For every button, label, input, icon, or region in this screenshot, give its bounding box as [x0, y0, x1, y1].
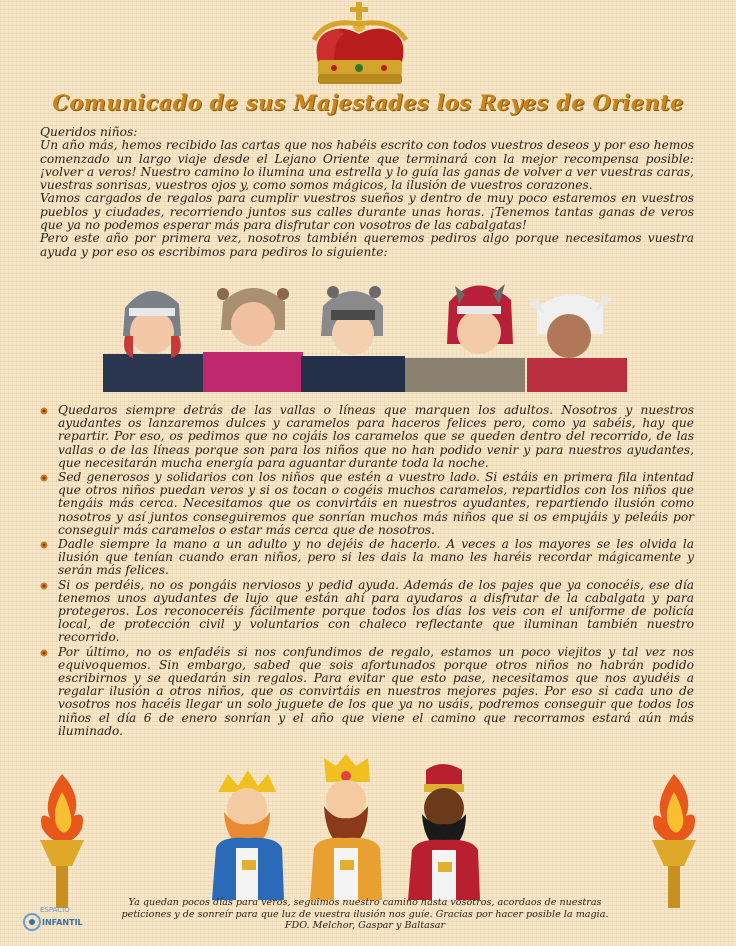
list-item: [38, 538, 694, 578]
bullet-icon: [38, 648, 50, 658]
greeting: Queridos niños:: [40, 125, 138, 139]
list-item: [38, 579, 694, 645]
rule-text: Sed generosos y solidarios con los niños que estén a vuestro lado. Si estáis en primera fila intentad que otros niños puedan veros y si os tocan o cogéis muchos caramelos, repartidlos con los niños que tengáis más cerca. Necesitamos que os convirtáis en nuestros ayudantes, repartiendo ilusión como nosotros y así juntos conseguiremos que sonrían muchos más niños que si os empujáis y peleáis por conseguir más caramelos o estar más cerca que de nosotros.: [58, 470, 694, 537]
bullet-icon: [38, 473, 50, 483]
torch-icon: [32, 770, 92, 910]
page-title: Comunicado de sus Majestades los Reyes de Oriente: [52, 90, 684, 115]
rules-list: [38, 404, 694, 739]
three-kings-illustration: [200, 752, 520, 902]
crown-icon: [304, 0, 416, 92]
list-item: [38, 404, 694, 470]
rule-text: Por último, no os enfadéis si nos confundimos de regalo, estamos un poco viejitos y tal vez nos equivoquemos. Sin embargo, sabed que sois afortunados porque otros niños no habrán podido escribirnos y se quedarán sin regalos. Para evitar que esto pase, necesitamos que nos ayudéis a regalar ilusión a otros niños, que os convirtáis en nuestros mejores pajes. Por eso si cada uno de vosotros nos hacéis llegar un solo juguete de los que ya no usáis, podremos conseguir que todos los niños el día 6 de enero sonrían y el año que viene el camino que recorramos estará aún más iluminado.: [58, 644, 694, 738]
intro-paragraph: Un año más, hemos recibido las cartas que nos habéis escrito con todos vuestros deseos y por eso hemos comenzado un largo viaje desde el Lejano Oriente que terminará con la mejor recompensa posible: ¡volver a veros! Nuestro camino lo ilumina una estrella y lo guía las ganas de volver a ver vuestras caras, vuestras sonrisas, vuestros ojos y, como somos mágicos, la ilusión de vuestros corazones.: [40, 138, 694, 193]
rule-text: Si os perdéis, no os pongáis nerviosos y pedid ayuda. Además de los pajes que ya conocéis, ese día tenemos unos ayudantes de lujo que están ahí para ayudaros a disfrutar de la cabalgata y para protegeros. Los reconoceréis fácilmente porque todos los días los veis con el uniforme de policía local, de protección civil y voluntarios con chaleco reflectante que iluminan también nuestro recorrido.: [58, 577, 694, 645]
bullet-icon: [38, 540, 50, 550]
intro-text: [40, 126, 694, 259]
logo-name: INFANTIL: [42, 918, 83, 927]
list-item: [38, 646, 694, 738]
list-item: [38, 471, 694, 537]
signature: FDO. Melchor, Gaspar y Baltasar: [284, 920, 446, 931]
bullet-icon: [38, 406, 50, 416]
logo-sub: ESPACIO: [40, 906, 70, 914]
rule-text: Dadle siempre la mano a un adulto y no dejéis de hacerlo. A veces a los mayores se les olvida la ilusión que tenían cuando eran niños, pero si les dais la mano les haréis recordar mágicamente y serán más felices.: [58, 537, 694, 578]
children-photo: [103, 274, 627, 392]
footer-text: [105, 897, 625, 932]
closing-message: Ya quedan pocos días para veros, seguimos nuestro camino hasta vosotros, acordaos de nuestras peticiones y de sonreír para que luz de vuestra ilusión nos guíe. Gracias por hacer posible la magia.: [121, 897, 609, 920]
rule-text: Quedaros siempre detrás de las vallas o líneas que marquen los adultos. Nosotros y nuestros ayudantes os lanzaremos dulces y caramelos para haceros felices pero, como ya sabéis, hay que repartir. Por eso, os pedimos que no cojáis los caramelos que se queden dentro del recorrido, de las vallas o de las líneas porque son para los niños que no han podido venir y para nuestros ayudantes, que necesitarán mucha energía para aguantar durante toda la noche.: [58, 403, 694, 470]
torch-icon: [644, 770, 704, 910]
intro-paragraph: Pero este año por primera vez, nosotros también queremos pediros algo porque necesitamos vuestra ayuda y por eso os escribimos para pediros lo siguiente:: [40, 231, 694, 259]
bullet-icon: [38, 581, 50, 591]
intro-paragraph: Vamos cargados de regalos para cumplir vuestros sueños y dentro de muy poco estaremos en vuestros pueblos y ciudades, recorriendo juntos sus calles durante unas horas. ¡Tenemos tantas ganas de veros que ya no podemos esperar más para disfrutar con vosotros de las cabalgatas!: [40, 191, 694, 233]
